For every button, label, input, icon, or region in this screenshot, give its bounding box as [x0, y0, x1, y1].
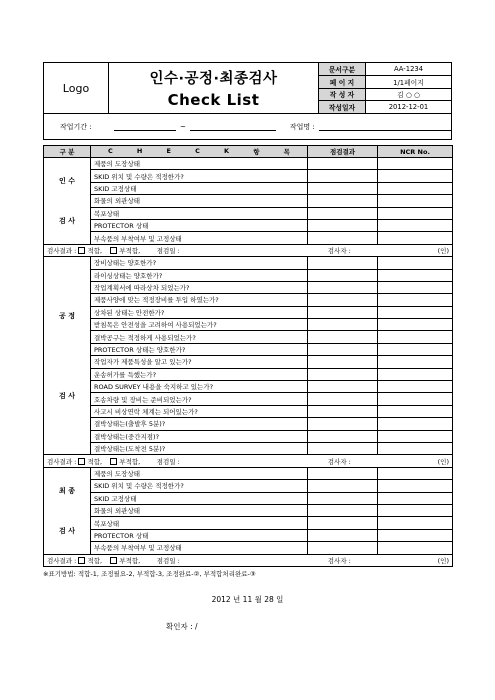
table-row	[44, 182, 453, 194]
ncr-cell[interactable]	[378, 442, 453, 454]
result-cell[interactable]	[308, 529, 378, 541]
result-cell[interactable]	[308, 319, 378, 331]
result-label: 검사결과 :	[47, 246, 79, 255]
check-item: ROAD SURVEY 내용을 숙지하고 있는가?	[91, 381, 308, 393]
result-cell[interactable]	[308, 343, 378, 355]
check-item: 결박상태는(도착전 5분)?	[91, 442, 308, 454]
inspection-result-cell	[44, 554, 453, 566]
result-cell[interactable]	[308, 195, 378, 207]
checkbox-ok[interactable]	[78, 247, 85, 254]
inspection-result-content	[47, 457, 449, 466]
result-cell[interactable]	[308, 368, 378, 380]
table-row	[44, 542, 453, 554]
ncr-cell[interactable]	[378, 182, 453, 194]
inspection-date-label: 점검일 :	[156, 246, 180, 255]
ncr-cell[interactable]	[378, 195, 453, 207]
ncr-cell[interactable]	[378, 368, 453, 380]
check-item: 복포상태	[91, 207, 308, 219]
meta-key: 문서구분	[319, 63, 366, 75]
checklist-document	[43, 62, 452, 632]
checkbox-ng[interactable]	[110, 247, 117, 254]
ncr-cell[interactable]	[378, 418, 453, 430]
check-item: 복포상태	[91, 517, 308, 529]
title-english: Check List	[167, 91, 260, 109]
ncr-cell[interactable]	[378, 480, 453, 492]
table-row	[44, 319, 453, 331]
table-row	[44, 368, 453, 380]
ncr-cell[interactable]	[378, 331, 453, 343]
ncr-cell[interactable]	[378, 170, 453, 182]
meta-value: 1/1페이지	[393, 78, 424, 87]
result-cell[interactable]	[308, 306, 378, 318]
check-item: 부속품의 부착여부 및 고정상태	[91, 232, 308, 244]
work-period-row	[43, 114, 452, 140]
table-row	[44, 306, 453, 318]
ncr-cell[interactable]	[378, 492, 453, 504]
check-item: 결박공구는 적정하게 사용되었는가?	[91, 331, 308, 343]
ncr-cell[interactable]	[378, 281, 453, 293]
check-heading-letter: 항	[253, 148, 260, 156]
ncr-cell[interactable]	[378, 232, 453, 244]
inspection-date-label: 점검일 :	[156, 457, 180, 466]
check-item: 작업자가 제품특성을 알고 있는가?	[91, 356, 308, 368]
ncr-cell[interactable]	[378, 393, 453, 405]
col-result: 점검결과	[308, 146, 378, 158]
table-row	[44, 331, 453, 343]
table-row	[44, 170, 453, 182]
ncr-cell[interactable]	[378, 517, 453, 529]
seal-mark: (인)	[437, 457, 449, 466]
checkbox-ok[interactable]	[78, 458, 85, 465]
table-row	[44, 356, 453, 368]
meta-row-author	[319, 89, 451, 102]
check-heading-letter: E	[166, 147, 171, 155]
inspection-result-content	[47, 556, 449, 565]
table-row	[44, 480, 453, 492]
result-right	[328, 556, 449, 565]
logo: Logo	[44, 63, 109, 113]
result-cell[interactable]	[308, 182, 378, 194]
result-cell[interactable]	[308, 331, 378, 343]
result-cell[interactable]	[308, 542, 378, 554]
table-row	[44, 529, 453, 541]
result-cell[interactable]	[308, 281, 378, 293]
inspection-result-content	[47, 246, 449, 255]
table-row	[44, 430, 453, 442]
checklist-table	[43, 145, 453, 567]
checkbox-ng-label: 부적합,	[119, 556, 141, 565]
table-row	[44, 281, 453, 293]
period-tilde: ~	[180, 122, 186, 131]
result-cell[interactable]	[308, 207, 378, 219]
meta-row-date	[319, 101, 451, 113]
table-row	[44, 257, 453, 269]
result-cell[interactable]	[308, 170, 378, 182]
table-row	[44, 158, 453, 170]
check-item: 호송차량 및 장비는 준비되었는가?	[91, 393, 308, 405]
ncr-cell[interactable]	[378, 430, 453, 442]
ncr-cell[interactable]	[378, 504, 453, 516]
inspection-result-cell	[44, 244, 453, 256]
check-item: 장비상태는 양호한가?	[91, 257, 308, 269]
check-item: SKID 고정상태	[91, 182, 308, 194]
ncr-cell[interactable]	[378, 207, 453, 219]
table-row	[44, 418, 453, 430]
check-item: 화물의 외관상태	[91, 504, 308, 516]
ncr-cell[interactable]	[378, 319, 453, 331]
inspection-result-row	[44, 554, 453, 566]
result-cell[interactable]	[308, 269, 378, 281]
ncr-cell[interactable]	[378, 257, 453, 269]
inspection-result-row	[44, 244, 453, 256]
result-cell[interactable]	[308, 418, 378, 430]
checkbox-ok-label: 적합,	[87, 457, 103, 466]
document-title	[109, 63, 319, 113]
checkbox-ng-label: 부적합,	[119, 457, 141, 466]
ncr-cell[interactable]	[378, 269, 453, 281]
check-heading-letter: C	[195, 147, 200, 155]
ncr-cell[interactable]	[378, 219, 453, 231]
ncr-cell[interactable]	[378, 158, 453, 170]
check-heading-letter: C	[108, 147, 113, 155]
ncr-cell[interactable]	[378, 381, 453, 393]
result-label: 검사결과 :	[47, 556, 79, 565]
check-item: 제품의 도장상태	[91, 158, 308, 170]
col-check-items	[91, 146, 308, 158]
sign-date: 2012 년 11 월 28 일	[211, 594, 284, 604]
result-cell[interactable]	[308, 158, 378, 170]
check-item: PROTECTOR 상태	[91, 529, 308, 541]
period-start-field[interactable]	[114, 122, 176, 131]
result-label: 검사결과 :	[47, 457, 79, 466]
result-left	[47, 246, 180, 255]
ncr-cell[interactable]	[378, 542, 453, 554]
result-cell[interactable]	[308, 356, 378, 368]
check-item: 화물의 외관상태	[91, 195, 308, 207]
meta-row-page	[319, 76, 451, 89]
table-row	[44, 343, 453, 355]
table-row	[44, 492, 453, 504]
result-right	[328, 246, 449, 255]
table-row	[44, 517, 453, 529]
check-heading-letter: 목	[283, 148, 290, 156]
col-section: 구 분	[44, 146, 91, 158]
table-row	[44, 219, 453, 231]
period-end-field[interactable]	[190, 122, 276, 131]
result-cell[interactable]	[308, 467, 378, 479]
check-item: SKID 위치 및 수량은 적정한가?	[91, 170, 308, 182]
checkbox-ng[interactable]	[110, 557, 117, 564]
result-left	[47, 556, 180, 565]
meta-value: 김 ○ ○	[397, 91, 420, 100]
ncr-cell[interactable]	[378, 294, 453, 306]
work-name-field[interactable]	[319, 122, 451, 131]
check-item: 상차된 상태는 안전한가?	[91, 306, 308, 318]
marking-legend: ※표기방법: 적합-1, 조정필요-2, 부적합-3, 조정완료-②, 부적합처리완료-③	[43, 569, 256, 578]
checkbox-ng[interactable]	[110, 458, 117, 465]
examiner-label: 검사자 :	[327, 246, 351, 255]
checkbox-ok-label: 적합,	[87, 246, 103, 255]
result-cell[interactable]	[308, 492, 378, 504]
checkbox-ng-label: 부적합,	[119, 246, 141, 255]
meta-key: 작성일자	[319, 101, 366, 113]
result-cell[interactable]	[308, 393, 378, 405]
checkbox-ok-label: 적합,	[87, 556, 103, 565]
check-item: 라이싱상태는 양호한가?	[91, 269, 308, 281]
table-row	[44, 195, 453, 207]
table-row	[44, 269, 453, 281]
table-row	[44, 232, 453, 244]
work-period-label: 작업기간 :	[60, 122, 92, 131]
table-row	[44, 467, 453, 479]
result-cell[interactable]	[308, 517, 378, 529]
check-item: 결박상태는(출발후 5분)?	[91, 418, 308, 430]
seal-mark: (인)	[437, 246, 449, 255]
check-item: 운송허가를 득했는가?	[91, 368, 308, 380]
meta-value: 2012-12-01	[388, 103, 429, 112]
checkbox-ok[interactable]	[78, 557, 85, 564]
work-name-label: 작업명 :	[289, 122, 315, 131]
document-header	[43, 62, 452, 114]
check-item: 사고시 비상연락 체계는 되어있는가?	[91, 405, 308, 417]
result-cell[interactable]	[308, 294, 378, 306]
table-row	[44, 405, 453, 417]
ncr-cell[interactable]	[378, 356, 453, 368]
check-item: PROTECTOR 상태	[91, 219, 308, 231]
result-cell[interactable]	[308, 504, 378, 516]
check-item: 제품의 도장상태	[91, 467, 308, 479]
ncr-cell[interactable]	[378, 405, 453, 417]
document-meta	[319, 63, 451, 113]
check-item: PROTECTOR 상태는 양호한가?	[91, 343, 308, 355]
table-row	[44, 294, 453, 306]
ncr-cell[interactable]	[378, 343, 453, 355]
result-cell[interactable]	[308, 381, 378, 393]
result-cell[interactable]	[308, 430, 378, 442]
result-cell[interactable]	[308, 442, 378, 454]
result-left	[47, 457, 180, 466]
ncr-cell[interactable]	[378, 467, 453, 479]
check-item: 제품사양에 맞는 적정장비를 투입 하였는가?	[91, 294, 308, 306]
meta-key: 페 이 지	[319, 76, 366, 88]
table-row	[44, 504, 453, 516]
result-cell[interactable]	[308, 219, 378, 231]
check-item: 결박상태는(중간지점)?	[91, 430, 308, 442]
table-row	[44, 442, 453, 454]
ncr-cell[interactable]	[378, 529, 453, 541]
check-items-heading	[94, 147, 304, 156]
result-cell[interactable]	[308, 480, 378, 492]
inspection-date-label: 점검일 :	[156, 556, 180, 565]
meta-value: AA-1234	[393, 64, 424, 73]
examiner-label: 검사자 :	[327, 556, 351, 565]
result-cell[interactable]	[308, 257, 378, 269]
title-korean: 인수·공정·최종검사	[149, 71, 278, 87]
ncr-cell[interactable]	[378, 306, 453, 318]
check-heading-letter: H	[136, 147, 143, 155]
table-row	[44, 393, 453, 405]
section-label: 최 종 검 사	[44, 467, 91, 554]
col-ncr: NCR No.	[378, 146, 453, 158]
result-cell[interactable]	[308, 232, 378, 244]
section-label: 인 수 검 사	[44, 158, 91, 245]
meta-key: 작 성 자	[319, 89, 366, 101]
section-label: 공 정 검 사	[44, 257, 91, 455]
checklist-body	[44, 158, 453, 567]
check-item: SKID 위치 및 수량은 적정한가?	[91, 480, 308, 492]
inspection-result-cell	[44, 455, 453, 467]
confirmer-line: 확인자 : /	[166, 621, 198, 631]
result-cell[interactable]	[308, 405, 378, 417]
examiner-label: 검사자 :	[327, 457, 351, 466]
table-row	[44, 381, 453, 393]
seal-mark: (인)	[437, 556, 449, 565]
check-item: 받침목은 안전성을 고려하여 사용되었는가?	[91, 319, 308, 331]
result-right	[328, 457, 449, 466]
check-heading-letter: K	[224, 147, 230, 155]
table-header-row	[44, 146, 453, 158]
inspection-result-row	[44, 455, 453, 467]
check-item: SKID 고정상태	[91, 492, 308, 504]
meta-row-doctype	[319, 63, 451, 76]
table-row	[44, 207, 453, 219]
check-item: 작업계획서에 따라상차 되었는가?	[91, 281, 308, 293]
check-item: 부속품의 부착여부 및 고정상태	[91, 542, 308, 554]
